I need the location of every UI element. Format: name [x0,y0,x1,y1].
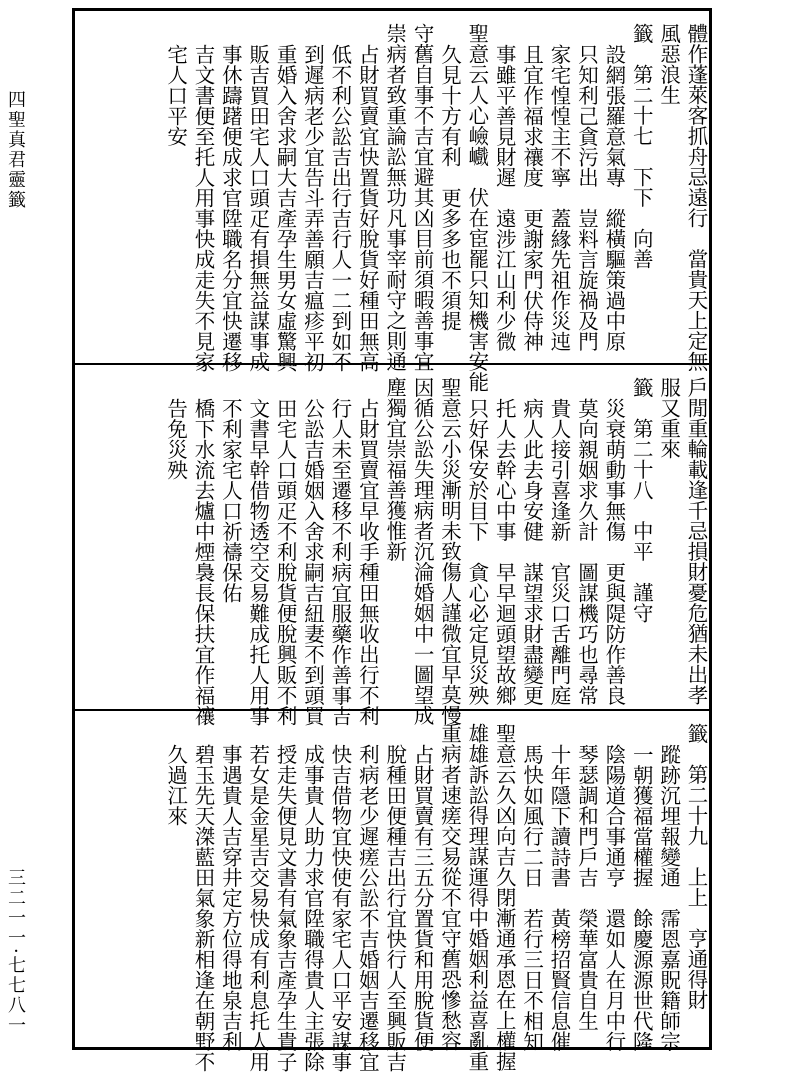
commentary-line: 告免災殃 [163,398,188,480]
oracle-heading: 籤 第二十八 中平 謹守 [629,377,654,623]
commentary-line: 久過江來 [163,744,188,826]
poem-line: 莫向親姻求久計 圖謀機巧也尋常 [574,398,599,706]
commentary-line: 脫種田便種吉出行宜快行人至興販吉 [382,744,407,1072]
commentary-line: 塵獨宜崇福善獲惟新 [382,377,407,562]
poem-line: 陰陽道合事通亨 還如人在月中行 [601,744,626,1052]
commentary-line: 碧玉先天滐藍田氣象新相逢在朝野不 [190,744,215,1072]
commentary-line: 宅人口平安 [163,44,188,147]
commentary-line: 重婚入舍求嗣大吉產孕生男女虛驚興 [273,44,298,372]
oracle-heading: 籤 第二十七 下下 向善 [629,23,654,269]
commentary-line: 田宅人口頭疋不利脫貨便脫興販不利 [273,398,298,726]
commentary-line: 占財買賣宜早收手種田無收出行不利 [355,398,380,726]
commentary-line: 守舊自事不吉宜避其凶目前須暇善事宜 [410,23,435,372]
text-column: 服又重來 [656,377,681,459]
commentary-line: 文書早幹借物透空交易難成托人用事 [245,398,270,726]
commentary-line: 授走失便見文書有氣象吉產孕生貴子 [273,744,298,1072]
commentary-line: 成事貴人助力求官陞職得貴人主張除 [300,744,325,1072]
poem-line: 病人此去身安健 謀望求財盡變更 [519,398,544,706]
poem-line: 災衰萌動事無傷 更與隄防作善良 [601,398,626,706]
commentary-line: 聖意云人心嶮巇 伏在宦罷只知機害安能 [464,23,489,392]
commentary-line: 橋下水流去爐中煙裊長保扶宜作福禳 [190,398,215,726]
commentary-line: 若女是金星吉交易快成有利息托人用 [245,744,270,1072]
commentary-line: 到遲病老少宜告斗弄善願吉瘟疹平初 [300,44,325,372]
poem-line: 蹤跡沉埋報變通 霈恩嘉貺籍師宗 [656,744,681,1052]
commentary-line: 因循公訟失理病者沉淪婚姻中一圖望成 [410,377,435,726]
book-title-margin: 四聖真君靈籤 [5,90,26,210]
text-column: 體作蓬萊客抓舟忌遠行 當貴天上定無 [684,23,708,372]
poem-line: 托人去幹心中事 早早迴頭望故鄉 [492,398,517,706]
commentary-line: 雄雄訴訟得理謀運得中婚姻利益喜亂重 [464,723,489,1072]
commentary-line: 聖意云小災漸明未致傷人謹微宜早莫慢 [437,377,462,726]
commentary-line: 重病者速瘥交易從不宜守舊恐慘愁容 [437,723,462,1051]
commentary-line: 崇病者致重論訟無功凡事宰耐守之則通 [382,23,407,372]
commentary-line: 聖意云久凶向吉久閉漸通承恩在上權握 [492,723,517,1072]
commentary-line: 吉文書便至托人用事快成走失不見家 [190,44,215,372]
commentary-line: 占財買賣有三五分置貨和用脫貨便 [410,744,435,1052]
commentary-line: 久見十方有利 更多多也不須提 [437,44,462,331]
poem-line: 馬快如風行二日 若行三日不相知 [519,744,544,1052]
oracle-block-28 [75,363,709,726]
commentary-line: 占財買賣宜快置貨好脫貨好種田無高 [355,44,380,372]
oracle-block-27 [75,11,709,392]
text-frame [72,8,712,1072]
poem-line: 只好保安於目下 貪心必定見災殃 [464,398,489,706]
poem-line: 事雖平善見財遲 遠涉江山利少微 [492,44,517,352]
poem-line: 十年隱下讀詩書 黃榜招賢信息催 [547,744,572,1052]
oracle-block-29 [75,709,709,1072]
commentary-line: 行人未至遷移不利病宜服藥作善事吉 [327,398,352,726]
poem-line: 設網張羅意氣專 縱橫驅策過中原 [601,44,626,352]
commentary-line: 不利家宅人口祈禱保佑 [218,398,243,603]
poem-line: 貴人接引喜逢新 官災口舌離門庭 [547,398,572,706]
commentary-line: 低不利公訟吉出行吉行人一二到如不 [327,44,352,372]
text-column: 戶閒重輪載逢千忌損財憂危猶未出孝 [684,377,708,705]
poem-line: 一朝獲福當權握 餘慶源源世代隆 [629,744,654,1052]
commentary-line: 利病老少遲瘥公訟不吉婚姻吉遷移宜 [355,744,380,1072]
commentary-line: 事遇貴人吉穿井定方位得地泉吉利 [218,744,243,1052]
oracle-heading: 籤 第二十九 上上 亨通得財 [684,723,708,1010]
text-column: 風惡浪生 [656,23,681,105]
page-number-margin: 三二一一·七七八一 [5,868,26,1036]
poem-line: 琴瑟調和門戶吉 榮華富貴自生 [574,744,599,1031]
poem-line: 只知利己貪污出 豈料言旋禍及門 [574,44,599,352]
poem-line: 且宜作福求禳度 更謝家門伏侍神 [519,44,544,352]
commentary-line: 快吉借物宜快使有家宅人口平安謀事 [327,744,352,1072]
commentary-line: 公訟吉婚姻入舍求嗣吉紐妻不到頭買 [300,398,325,726]
commentary-line: 事休躊躇便成求官陞職名分宜快遷移 [218,44,243,372]
poem-line: 家宅惶惶主不寧 蓋緣先祖作災迍 [547,44,572,352]
commentary-line: 販吉買田宅人口頭疋有損無益謀事成 [245,44,270,372]
